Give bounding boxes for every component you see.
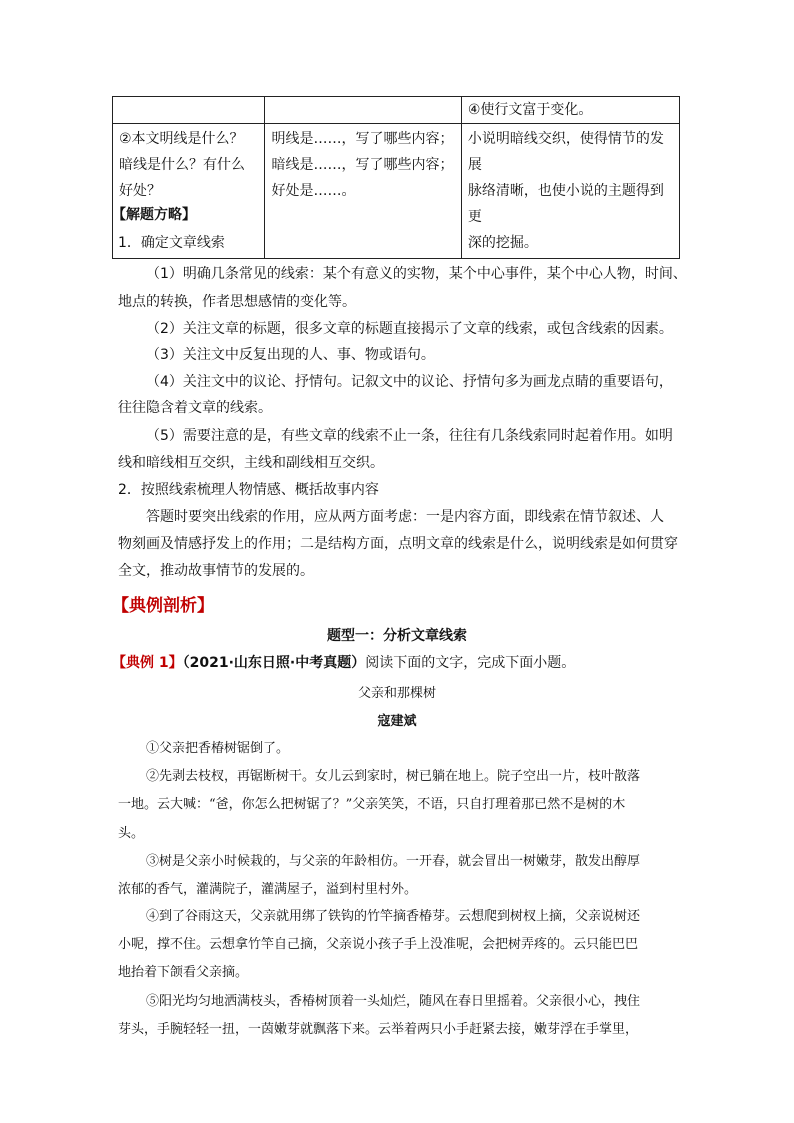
passage-paragraph: ④到了谷雨这天，父亲就用绑了铁钩的竹竿摘香椿芽。云想爬到树杈上摘，父亲说树还 (146, 909, 641, 924)
cell-line: 暗线是什么？有什么 (119, 157, 245, 173)
example-label: 【典例 1】 (112, 655, 183, 671)
table-cell-answer-format (265, 97, 461, 124)
passage-paragraph: 小呢，撑不住。云想拿竹竿自己摘，父亲说小孩子手上没准呢，会把树弄疼的。云只能巴巴 (118, 937, 639, 952)
cell-line: 好处是……。 (271, 183, 356, 199)
example-instruction: 阅读下面的文字，完成下面小题。 (365, 655, 576, 671)
question-type-title: 题型一：分析文章线索 (327, 628, 467, 644)
cell-line: 深的挖掘。 (467, 235, 538, 251)
passage-paragraph: 芽头，手腕轻轻一扭，一茵嫩芽就飘落下来。云举着两只小手赶紧去接，嫩芽浮在手掌里， (118, 1022, 639, 1037)
strategy-paragraph: 往往隐含着文章的线索。 (118, 400, 272, 416)
passage-paragraph: ③树是父亲小时候栽的，与父亲的年龄相仿。一开春，就会冒出一树嫩芽，散发出醇厚 (146, 854, 641, 869)
passage-paragraph: 头。 (118, 826, 145, 841)
table-cell-example: ④使行文富于变化。 (461, 97, 679, 124)
strategy-paragraph: 线和暗线相互交织，主线和副线相互交织。 (118, 455, 384, 471)
passage-paragraph: 浓郁的香气，灌满院子，灌满屋子，溢到村里村外。 (118, 882, 418, 897)
passage-author: 寇建斌 (377, 714, 417, 729)
example-line (112, 653, 575, 673)
strategy-paragraph: （5）需要注意的是，有些文章的线索不止一条，往往有几条线索同时起着作用。如明 (146, 428, 673, 444)
strategy-paragraph: 物刻画及情感抒发上的作用；二是结构方面，点明文章的线索是什么，说明线索是如何贯穿 (118, 536, 678, 552)
strategy-paragraph: 地点的转换，作者思想感情的变化等。 (118, 294, 356, 310)
table-cell-answer-format (265, 124, 461, 259)
strategy-paragraph: （4）关注文中的议论、抒情句。记叙文中的议论、抒情句多为画龙点睛的重要语句， (146, 374, 673, 390)
cell-line: 脉络清晰，也使小说的主题得到更 (467, 183, 664, 225)
strategy-paragraph: （1）明确几条常见的线索：某个有意义的实物，某个中心事件，某个中心人物，时间、 (146, 266, 687, 282)
strategy-paragraph: 全文，推动故事情节的发展的。 (118, 563, 314, 579)
table-cell-question (113, 97, 265, 124)
passage-paragraph: 地抬着下颌看父亲摘。 (118, 965, 249, 980)
strategy-paragraph: （3）关注文中反复出现的人、事、物或语句。 (146, 347, 435, 363)
passage-title: 父亲和那棵树 (357, 686, 436, 701)
passage-paragraph: ②先剥去枝杈，再锯断树干。女儿云到家时，树已躺在地上。院子空出一片，枝叶散落 (146, 769, 641, 784)
cell-line: ②本文明线是什么？ (119, 131, 244, 147)
section-heading: 【典例剖析】 (112, 596, 214, 616)
example-source: （2021·山东日照·中考真题） (182, 655, 366, 671)
cell-line: 好处？ (119, 183, 161, 199)
table-cell-example (461, 124, 679, 259)
strategy-item-1: 1．确定文章线索 (118, 235, 225, 251)
table-row (113, 97, 680, 124)
passage-paragraph: ①父亲把香椿树锯倒了。 (146, 741, 290, 756)
strategy-paragraph: （2）关注文章的标题，很多文章的标题直接揭示了文章的线索，或包含线索的因素。 (146, 321, 673, 337)
cell-line: 明线是……，写了哪些内容； (271, 131, 454, 147)
cell-line: 暗线是……，写了哪些内容； (271, 157, 454, 173)
passage-paragraph: ⑤阳光均匀地洒满枝头，香椿树顶着一头灿烂，随风在春日里摇着。父亲很小心，拽住 (146, 994, 641, 1009)
strategy-item-2: 2．按照线索梳理人物情感、概括故事内容 (118, 482, 379, 498)
strategy-paragraph: 答题时要突出线索的作用，应从两方面考虑：一是内容方面，即线索在情节叙述、人 (146, 509, 664, 525)
strategy-heading: 【解题方略】 (112, 207, 196, 223)
passage-paragraph: 一地。云大喊：“爸，你怎么把树锯了？”父亲笑笑，不语，只自打理着那已然不是树的木 (118, 797, 626, 812)
cell-line: 小说明暗线交织，使得情节的发展 (467, 131, 664, 173)
